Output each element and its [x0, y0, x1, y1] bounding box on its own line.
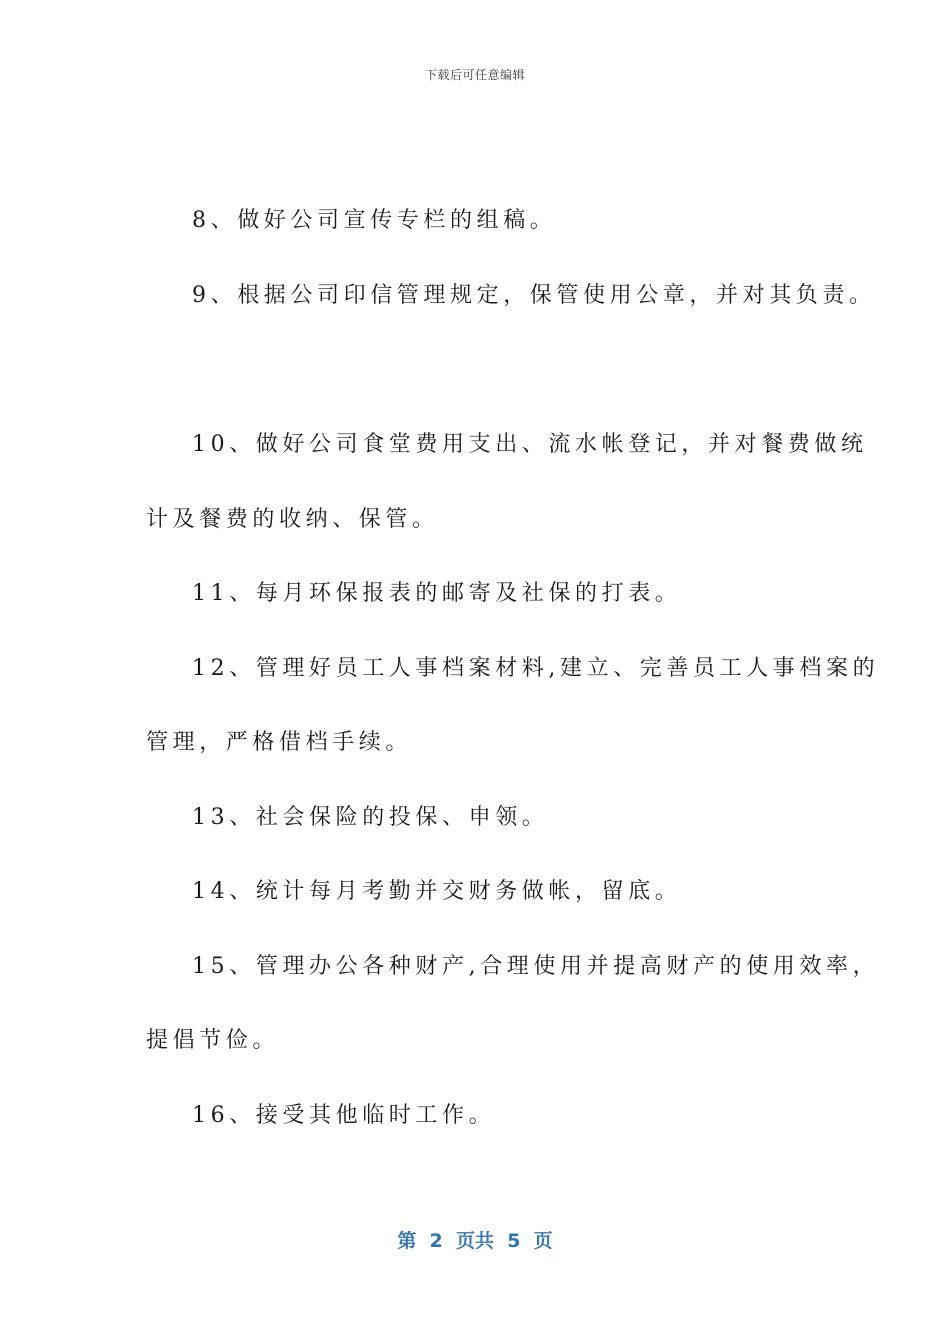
list-item-8: 8、做好公司宣传专栏的组稿。: [192, 208, 557, 233]
list-item-12-line-1: 12、管理好员工人事档案材料,建立、完善员工人事档案的: [192, 656, 880, 681]
list-item-11: 11、每月环保报表的邮寄及社保的打表。: [192, 581, 682, 606]
list-item-15-line-2: 提倡节俭。: [146, 1028, 280, 1053]
list-item-13: 13、社会保险的投保、申领。: [192, 805, 549, 830]
list-item-12-line-2: 管理，严格借档手续。: [146, 730, 413, 755]
list-item-10-line-1: 10、做好公司食堂费用支出、流水帐登记，并对餐费做统: [192, 432, 868, 457]
list-item-14: 14、统计每月考勤并交财务做帐，留底。: [192, 879, 682, 904]
list-item-10-line-2: 计及餐费的收纳、保管。: [146, 507, 439, 532]
page-header: 下载后可任意编辑: [424, 68, 525, 82]
list-item-16: 16、接受其他临时工作。: [192, 1103, 496, 1128]
list-item-15-line-1: 15、管理办公各种财产,合理使用并提高财产的使用效率，: [192, 954, 880, 979]
list-item-9: 9、根据公司印信管理规定，保管使用公章，并对其负责。: [192, 283, 876, 308]
page-number-footer: 第 2 页共 5 页: [397, 1230, 553, 1252]
